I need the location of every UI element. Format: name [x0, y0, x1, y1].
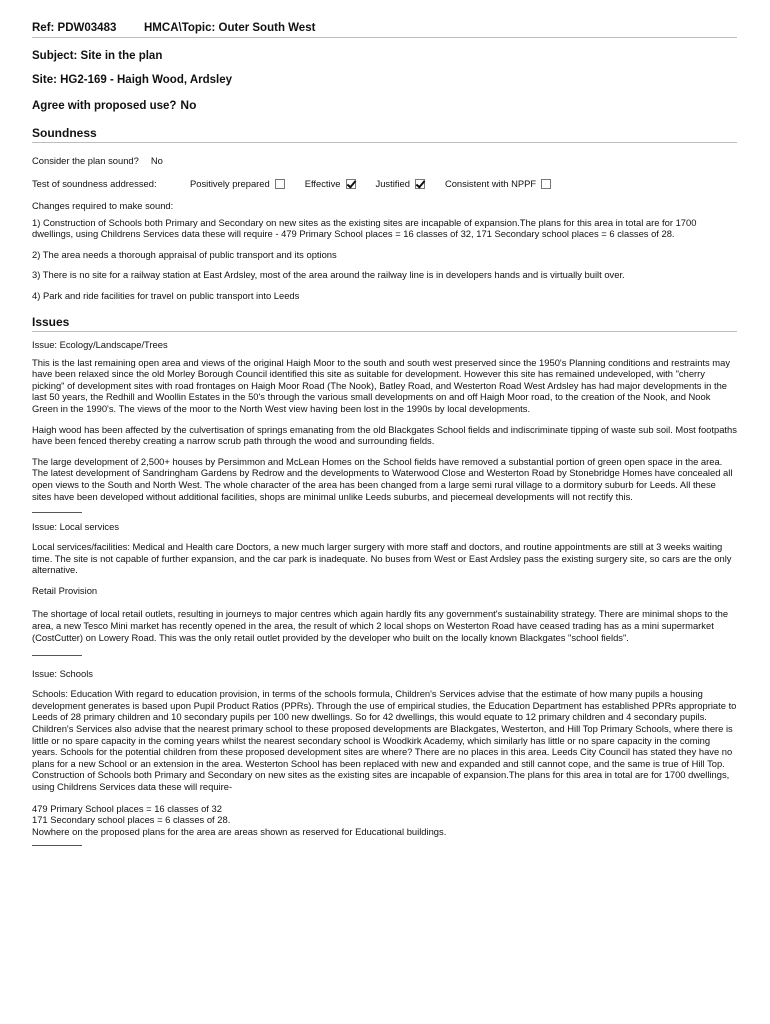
checkbox-positively-prepared[interactable] — [275, 179, 285, 189]
divider — [32, 845, 82, 846]
criterion-justified — [376, 178, 425, 189]
criterion-label: Consistent with NPPF — [444, 178, 537, 189]
issue-title-ecology: Issue: Ecology/Landscape/Trees — [32, 338, 168, 350]
criterion-positively-prepared — [190, 178, 285, 189]
change-item: 4) Park and ride facilities for travel on public transport into Leeds — [32, 289, 300, 301]
checkbox-justified[interactable] — [415, 179, 425, 189]
document-page — [32, 22, 737, 846]
ecology-paragraph: This is the last remaining open area and views of the original Haigh Moor to the south and south west preserved since the 1950's Planning conditions and restraints may have been relaxed since the old Morley Borough Council identified this site as suitable for development. However this site has remained undeveloped, with "cherry picking" of development sites with road frontages on Haigh Moor Road (The Nook), Batley Road, and Westerton Road West Ardsley has had major developments in the last 50 years, the Redhill and Woollin Estates in the 50's through the various small developments on and off Haigh Moor road, to the creation of the Nook, and Nook Green in the 1990's. The views of the moor to the North West view having been lost in the 1990s by local developments. — [32, 356, 731, 414]
schools-line: 479 Primary School places = 16 classes of 32 — [32, 802, 222, 814]
agree-label: Agree with proposed use? — [32, 100, 177, 112]
ecology-paragraph: The large development of 2,500+ houses by Persimmon and McLean Homes on the School fields have removed a substantial portion of green open space in the area. — [32, 455, 723, 467]
criterion-effective — [305, 178, 356, 189]
test-label: Test of soundness addressed: — [32, 178, 157, 189]
schools-line: Nowhere on the proposed plans for the area are areas shown as reserved for Educational buildings. — [32, 825, 447, 837]
agree-line — [32, 98, 737, 112]
topic-label: HMCA\Topic: Outer South West — [144, 22, 316, 34]
issue-title-schools: Issue: Schools — [32, 668, 93, 680]
schools-paragraph: Schools: Education With regard to education provision, in terms of the schools formula, Children's Services advise that the estimate of how many pupils a housing development generates is based upon Pupil Product Ratios (PPRs). Through the use of empirical studies, the Education Department has established PPRs appropriate to Leeds of 28 primary children and 10 secondary pupils per 100 new dwellings. So for 42 dwellings, this would equate to 12 primary children and 4 secondary pupils. Children's Services also advise that the nearest primary school to these proposed developments are Blackgates, Westerton, and Hill Top Primary Schools, where there is little or no spare capacity in the coming years whilst the nearest secondary school is Woodkirk Academy, which similarly has little or no spare capacity in the coming years. Schools for the potential children from these proposed development sites are where? There are no places in this area. Leeds City Council has stated they have no plans for a new School or an extension in the area. Westerton School has been replaced with new and expanded and still cannot cope, and the same is true of Hill Top. — [32, 688, 737, 769]
reference-number: Ref: PDW03483 — [32, 22, 117, 34]
schools-line: 171 Secondary school places = 6 classes of 28. — [32, 814, 231, 826]
local-services-paragraph: Local services/facilities: Medical and Health care Doctors, a new much larger surgery with more staff and doctors, and routine appointments are still at 3 weeks waiting time. The site is not capable of further expansion, and the car park is inadequate. No buses from West or East Ardsley pass the existing surgery site, so cars are the only alternative. — [32, 541, 732, 576]
divider — [32, 512, 82, 513]
site-line: Site: HG2-169 - Haigh Wood, Ardsley — [32, 74, 233, 86]
checkbox-consistent-nppf[interactable] — [541, 179, 551, 189]
criterion-consistent-nppf — [445, 178, 551, 189]
change-item: 2) The area needs a thorough appraisal of public transport and its options — [32, 248, 337, 260]
ecology-paragraph: The latest development of Sandringham Gardens by Redrow and the developments to Waterwood Close and Westerton Road by Stonebridge Homes have concealed all open views to the South and North West. The whole character of the area has been changed from a large semi rural village to a dormitory suburb for Leeds. All these sites have been developed without additional facilities, shops are minimal unlike Leeds suburbs, and piecemeal developments will not rectify this. — [32, 467, 733, 502]
consider-value: No — [150, 155, 163, 166]
subject-line: Subject: Site in the plan — [32, 50, 163, 62]
change-item: 3) There is no site for a railway station at East Ardsley, most of the area around the railway line is in developers hands and is virtually built over. — [32, 269, 625, 281]
issues-heading: Issues — [32, 315, 737, 332]
document-header — [32, 22, 737, 38]
ecology-paragraph: Haigh wood has been affected by the culvertisation of springs emanating from the old Blackgates School fields and indiscriminate tipping of waste sub soil. Most footpaths have been fenced thereby creating a narrow scrub path through the wood and surrounding fields. — [32, 423, 737, 447]
criterion-label: Effective — [304, 178, 341, 189]
change-item: 1) Construction of Schools both Primary and Secondary on new sites as the existing sites are incapable of expansion.The plans for this area in total are for 1700 dwellings, using Childrens Services data these will require - 479 Primary School places = 16 classes of 32, 171 Secondary school places = 6 classes of 28. — [32, 216, 697, 240]
retail-provision-title: Retail Provision — [32, 584, 98, 596]
changes-label: Changes required to make sound: — [32, 200, 174, 211]
agree-value: No — [180, 98, 197, 112]
checkbox-effective[interactable] — [346, 179, 356, 189]
issue-title-local-services: Issue: Local services — [32, 521, 120, 533]
consider-label: Consider the plan sound? — [32, 155, 139, 166]
retail-paragraph: The shortage of local retail outlets, resulting in journeys to major centres which again hardly fits any government's sustainability strategy. There are minimal shops to the area, a new Tesco Mini market has recently opened in the area, the result of which 2 local shops on Westerton Road have ceased trading has as a mini supermarket (CostCutter) on Lowery Road. This was the only retail outlet provided by the developer who built on the locally known Blackgates "school fields". — [32, 608, 729, 643]
consider-row — [32, 155, 737, 166]
schools-paragraph: Construction of Schools both Primary and Secondary on new sites as the existing sites are incapable of expansion.The plans for this area in total are for 1700 dwellings, using Childrens Services data these will require- — [32, 769, 730, 792]
criterion-label: Justified — [375, 178, 410, 189]
criterion-label: Positively prepared — [190, 178, 270, 189]
test-row — [32, 178, 737, 189]
divider — [32, 655, 82, 656]
soundness-heading: Soundness — [32, 126, 737, 143]
